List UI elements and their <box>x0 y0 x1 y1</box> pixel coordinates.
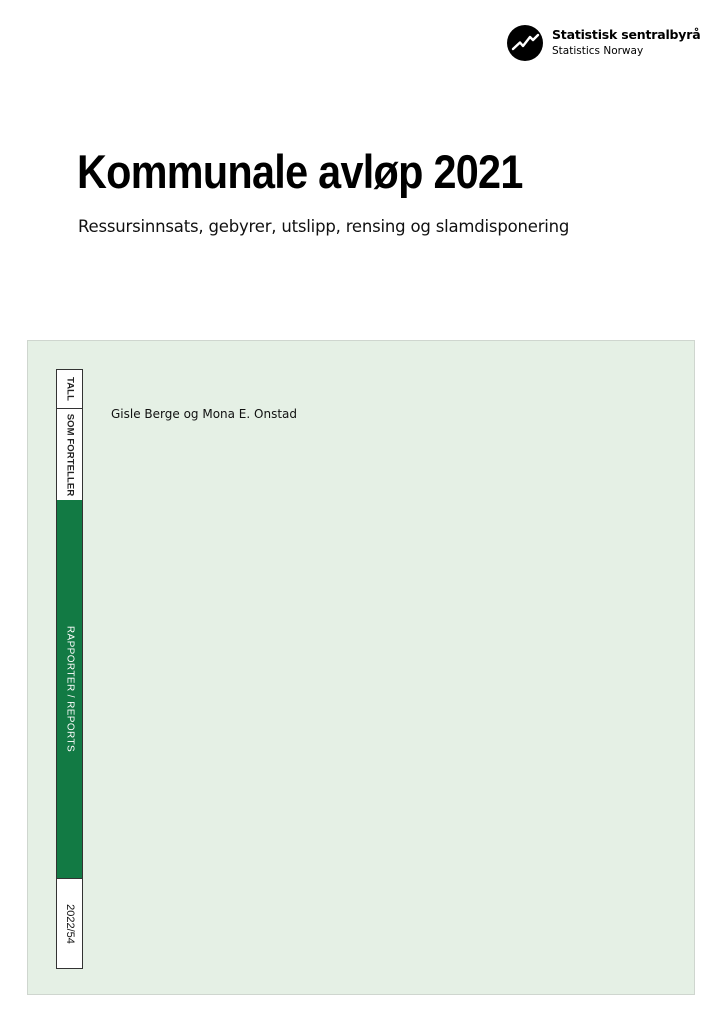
spine-som-forteller-segment <box>57 409 82 500</box>
publisher-logo <box>507 25 707 61</box>
cover-panel <box>27 340 695 995</box>
spine-issue-segment <box>57 878 82 968</box>
publisher-name-en: Statistics Norway <box>552 45 644 57</box>
spine-tall-label: TALL <box>64 377 75 401</box>
spine-som-forteller-label: SOM FORTELLER <box>64 413 75 496</box>
spine-series-label: RAPPORTER / REPORTS <box>64 625 75 753</box>
spine-series-segment <box>57 500 82 878</box>
ssb-logo-icon <box>507 25 543 61</box>
series-spine <box>56 369 83 969</box>
report-subtitle: Ressursinnsats, gebyrer, utslipp, rensing og slamdisponering <box>78 217 570 236</box>
spine-issue-number: 2022/54 <box>63 903 76 944</box>
report-authors: Gisle Berge og Mona E. Onstad <box>111 407 297 421</box>
publisher-name: Statistisk sentralbyrå <box>552 27 701 42</box>
spine-tall-segment <box>57 370 82 409</box>
report-title: Kommunale avløp 2021 <box>77 145 523 198</box>
